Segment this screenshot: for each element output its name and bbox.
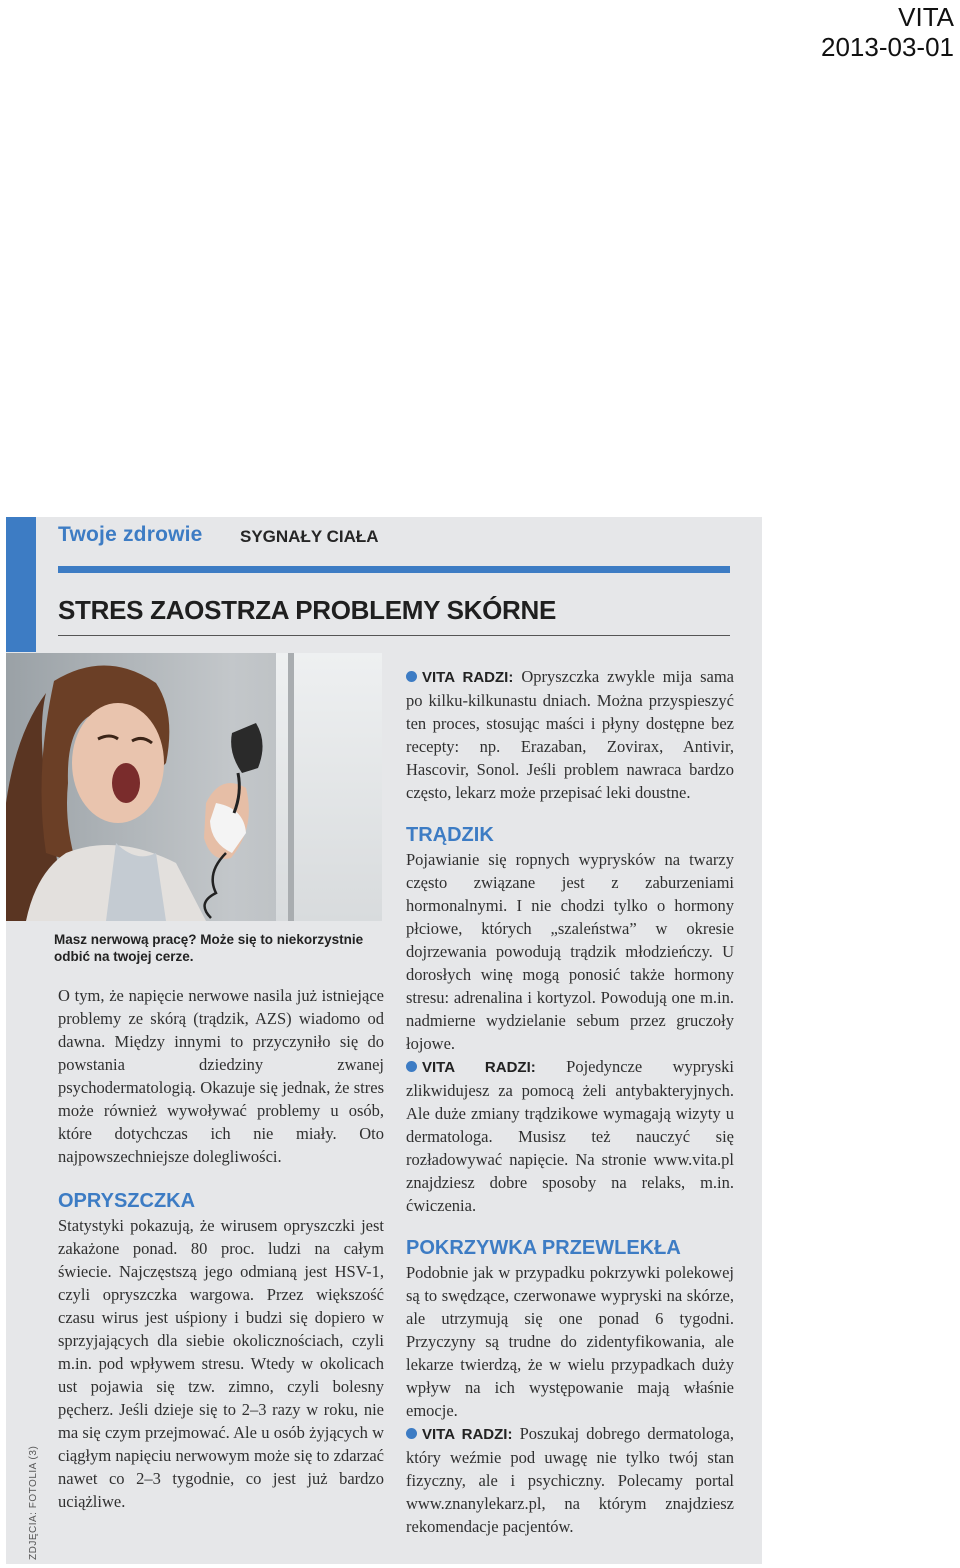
column-right <box>406 665 734 1538</box>
section-sublabel: SYGNAŁY CIAŁA <box>240 527 379 546</box>
header-rule <box>58 566 730 573</box>
photo-caption: Masz nerwową pracę? Może się to niekorzystnie odbić na twojej cerze. <box>54 932 364 964</box>
section-label: Twoje zdrowie <box>58 523 203 546</box>
advice-text: Poszukaj dobrego dermatologa, który weźmie pod uwagę nie tylko twój stan fizyczny, ale i psychiczny. Polecamy portal www.znanylekarz.pl, na którym znajdziesz rekomendacje pacjentów. <box>406 1424 734 1536</box>
woman-with-phone-photo <box>6 653 382 921</box>
section-heading-pokrzywka: POKRZYWKA PRZEWLEKŁA <box>406 1237 681 1259</box>
pokrzywka-advice <box>406 1422 734 1538</box>
magazine-page <box>6 517 762 1564</box>
opryszczka-body: Statystyki pokazują, że wirusem opryszczki jest zakażone ponad. 80 proc. ludzi na całym świecie. Najczęstszą jego odmianą jest HSV-1, czyli opryszczka wargowa. Przez większość czasu wirus jest uśpiony i budzi się dopiero w sprzyjających dla siebie okolicznościach, czyli m.in. pod wpływem stresu. Wtedy w okolicach ust pojawia się tzw. zimno, czyli bolesny pęcherz. Jeśli dzieje się to 2–3 razy w roku, nie ma się czym przejmować. Ale u osób żyjących w ciągłym napięciu nerwowym może się to zdarzać nawet co 2–3 tygodnie, co jest już bardzo uciążliwe. <box>58 1216 384 1511</box>
section-heading-opryszczka: OPRYSZCZKA <box>58 1190 196 1212</box>
advice-label: VITA RADZI: <box>422 1426 513 1443</box>
pokrzywka-body: Podobnie jak w przypadku pokrzywki polekowej są to swędzące, czerwonawe wypryski na skórze, ale utrzymują się one ponad 6 tygodni. Przyczyny są trudne do zidentyfikowania, ale lekarze twierdzą, że w wielu przypadkach duży wpływ na ich występowanie mają właśnie emocje. <box>406 1263 734 1420</box>
intro-paragraph: O tym, że napięcie nerwowe nasila już istniejące problemy ze skórą (trądzik, AZS) wiadomo od dawna. Między innymi to przyczyniło się do powstania dziedziny zwanej psychodermatologią. Okazuje się jednak, że stres może również wywoływać problemy u osób, które dotychczas ich nie miały. Oto najpowszechniejsze dolegliwości. <box>58 986 384 1166</box>
section-heading-tradzik: TRĄDZIK <box>406 824 494 846</box>
bullet-dot-icon <box>406 1061 417 1072</box>
headline-rule <box>58 635 730 636</box>
advice-label: VITA RADZI: <box>422 1059 536 1076</box>
bullet-dot-icon <box>406 1428 417 1439</box>
advice-text: Opryszczka zwykle mija sama po kilku-kilkunastu dniach. Można przyspieszyć ten proces, stosując maści i płyny dostępne bez recepty: np. Erazaban, Zovirax, Antivir, Hascovir, Sonol. Jeśli problem nawraca bardzo często, lekarz może przepisać leki doustne. <box>406 667 734 802</box>
section-color-bar <box>6 517 36 652</box>
article-photo <box>6 653 382 921</box>
clip-header <box>821 2 954 62</box>
clip-date: 2013-03-01 <box>821 32 954 62</box>
bullet-dot-icon <box>406 671 417 682</box>
column-left <box>58 984 384 1513</box>
tradzik-body: Pojawianie się ropnych wyprysków na twarzy często związane jest z zaburzeniami hormonalnymi. I nie chodzi tylko o hormony płciowe, których „szaleństwa” w okresie dojrzewania powodują trądzik młodzieńczy. U dorosłych winę mogą ponosić także hormony stresu: adrenalina i kortyzol. Powodują one m.in. nadmierne wydzielanie sebum przez gruczoły łojowe. <box>406 850 734 1053</box>
tradzik-advice <box>406 1055 734 1217</box>
clip-source: VITA <box>898 2 954 32</box>
photo-credit: ZDJĘCIA: FOTOLIA (3) <box>28 1445 39 1560</box>
opryszczka-advice <box>406 665 734 804</box>
advice-label: VITA RADZI: <box>422 669 514 686</box>
article-headline: STRES ZAOSTRZA PROBLEMY SKÓRNE <box>58 595 557 625</box>
advice-text: Pojedyncze wypryski zlikwidujesz za pomocą żeli antybakteryjnych. Ale duże zmiany trądzikowe wymagają wizyty u dermatologa. Musisz też nauczyć się rozładowywać napięcie. Na stronie www.vita.pl znajdziesz dobre sposoby na relaks, m.in. ćwiczenia. <box>406 1057 734 1215</box>
